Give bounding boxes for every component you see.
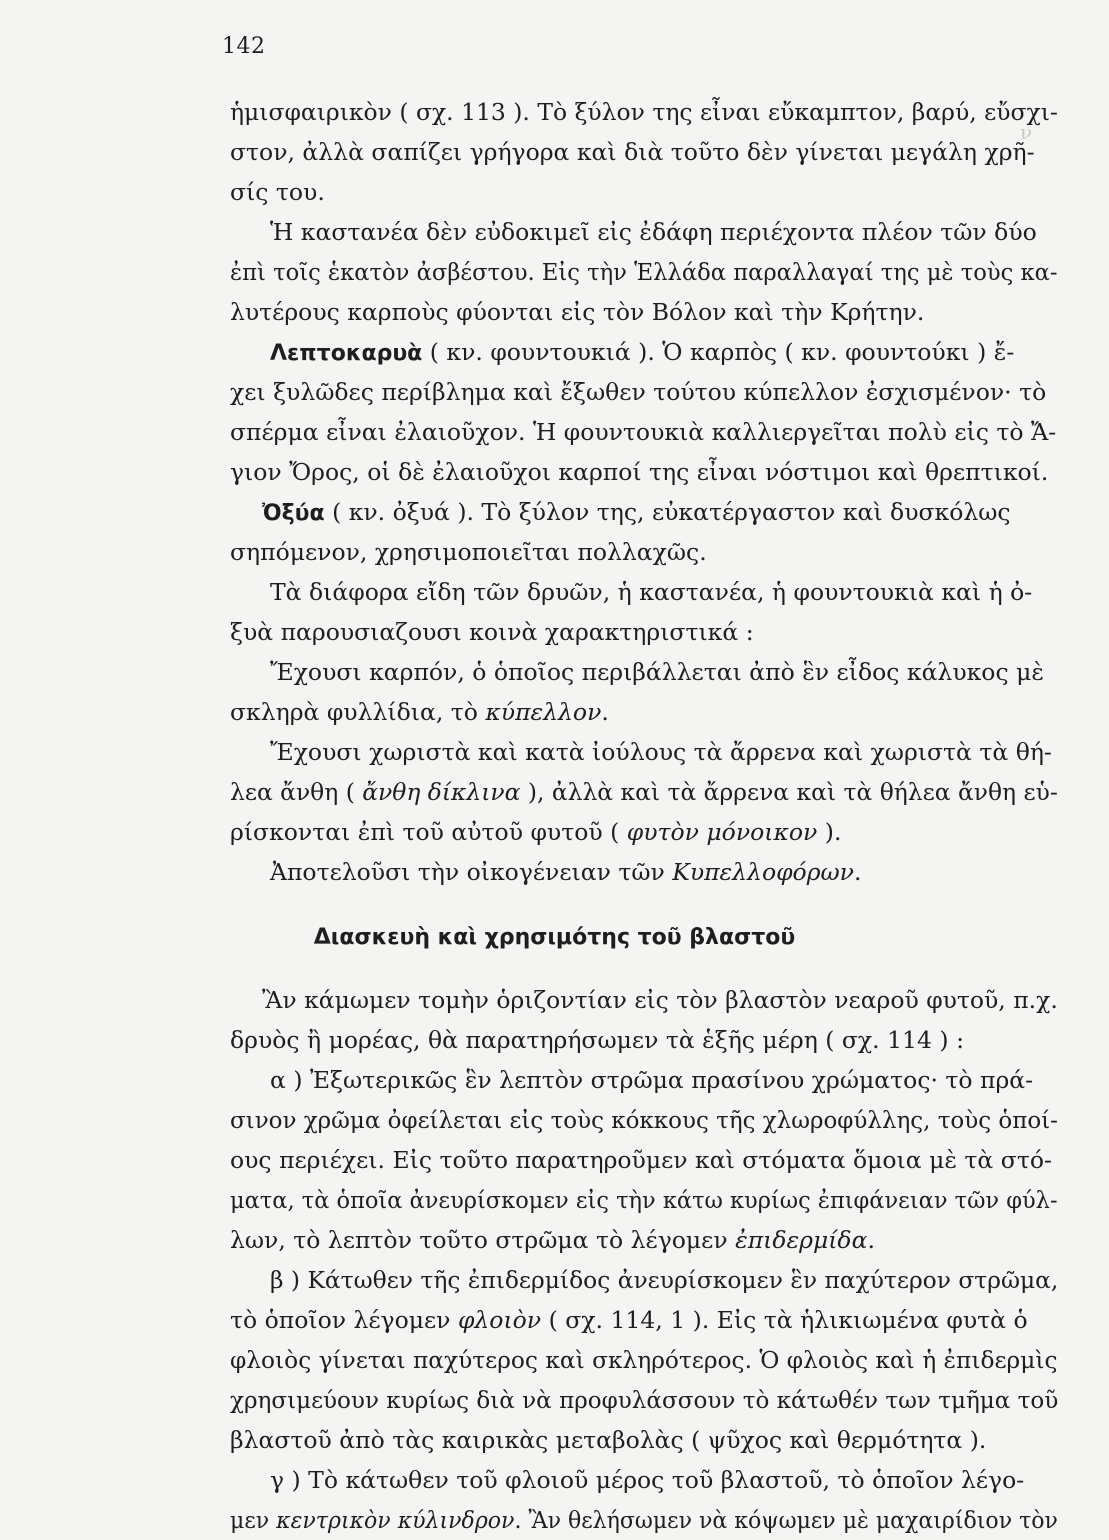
text-line: Ἂν κάμωμεν τομὴν ὁριζοντίαν εἰς τὸν βλαστὸν νεαροῦ φυτοῦ, π.χ.	[262, 986, 1058, 1014]
text-line: σινον χρῶμα ὀφείλεται εἰς τοὺς κόκκους τῆς χλωροφύλλης, τοὺς ὁποί-	[230, 1106, 1058, 1134]
term-hazel: Λεπτοκαρυὰ	[270, 341, 423, 366]
italic-term: ἐπιδερμίδα	[735, 1226, 868, 1254]
text-line: Ἡ καστανέα δὲν εὐδοκιμεῖ εἰς ἐδάφη περιέχοντα πλέον τῶν δύο	[270, 218, 1037, 246]
text-span: .	[867, 1226, 875, 1254]
text-line	[230, 1300, 1028, 1340]
text-line: β ) Κάτωθεν τῆς ἐπιδερμίδος ἀνευρίσκομεν ἓν παχύτερον στρῶμα,	[270, 1266, 1059, 1294]
text-line	[270, 332, 1014, 372]
text-span: Ἀποτελοῦσι τὴν οἰκογένειαν τῶν	[270, 858, 673, 886]
page-number: 142	[222, 34, 266, 59]
bleed-through-mark: ν	[1020, 120, 1033, 144]
text-line	[230, 692, 609, 732]
text-line: ματα, τὰ ὁποῖα ἀνευρίσκομεν εἰς τὴν κάτω κυρίως ἐπιφάνειαν τῶν φύλ-	[230, 1186, 1058, 1214]
text-line	[230, 772, 1058, 812]
text-line: σπέρμα εἶναι ἐλαιοῦχον. Ἡ φουντουκιὰ καλλιεργεῖται πολὺ εἰς τὸ Ἄ-	[230, 418, 1057, 446]
text-line: γ ) Τὸ κάτωθεν τοῦ φλοιοῦ μέρος τοῦ βλαστοῦ, τὸ ὁποῖον λέγο-	[270, 1466, 1025, 1494]
text-line: χρησιμεύουν κυρίως διὰ νὰ προφυλάσσουν τὸ κάτωθέν των τμῆμα τοῦ	[230, 1386, 1059, 1414]
text-line: σηπόμενον, χρησιμοποιεῖται πολλαχῶς.	[230, 538, 707, 566]
italic-term: φυτὸν μόνοικον	[626, 818, 818, 846]
text-line: Ἔχουσι καρπόν, ὁ ὁποῖος περιβάλλεται ἀπὸ ἓν εἶδος κάλυκος μὲ	[270, 658, 1044, 686]
text-line: Ἔχουσι χωριστὰ καὶ κατὰ ἰούλους τὰ ἄρρενα καὶ χωριστὰ τὰ θή-	[270, 738, 1052, 766]
text-line: ἐπὶ τοῖς ἑκατὸν ἀσβέστου. Εἰς τὴν Ἑλλάδα παραλλαγαί της μὲ τοὺς κα-	[230, 258, 1058, 286]
text-span: λεα ἄνθη (	[230, 778, 363, 806]
text-line	[230, 1220, 875, 1260]
text-line: βλαστοῦ ἀπὸ τὰς καιρικὰς μεταβολὰς ( ψῦχος καὶ θερμότητα ).	[230, 1426, 987, 1454]
text-line: φλοιὸς γίνεται παχύτερος καὶ σκληρότερος. Ὁ φλοιὸς καὶ ἡ ἐπιδερμὶς	[230, 1346, 1058, 1374]
text-line: σίς του.	[230, 178, 325, 206]
text-line	[230, 812, 841, 852]
italic-term: ἄνθη δίκλινα	[362, 778, 521, 806]
text-span: ( κν. ὀξυά ). Τὸ ξύλον της, εὐκατέργαστον καὶ δυσκόλως	[324, 498, 1011, 526]
text-span: . Ἂν θελήσωμεν νὰ κόψωμεν μὲ μαχαιρίδιον τὸν	[514, 1506, 1058, 1534]
text-line: δρυὸς ἢ μορέας, θὰ παρατηρήσωμεν τὰ ἑξῆς μέρη ( σχ. 114 ) :	[230, 1026, 964, 1054]
text-line	[270, 852, 861, 892]
italic-term: Κυπελλοφόρων	[672, 858, 854, 886]
section-heading: Διασκευὴ καὶ χρησιμότης τοῦ βλαστοῦ	[313, 925, 796, 950]
text-span: λων, τὸ λεπτὸν τοῦτο στρῶμα τὸ λέγομεν	[230, 1226, 736, 1254]
text-line	[230, 1500, 1058, 1540]
term-beech: Ὀξύα	[262, 501, 325, 526]
text-line: α ) Ἐξωτερικῶς ἓν λεπτὸν στρῶμα πρασίνου χρώματος· τὸ πρά-	[270, 1066, 1034, 1094]
text-span: ).	[817, 818, 842, 846]
text-span: ( σχ. 114, 1 ). Εἰς τὰ ἡλικιωμένα φυτὰ ὁ	[541, 1306, 1028, 1334]
text-span: .	[601, 698, 609, 726]
text-span: .	[853, 858, 862, 886]
italic-term: κεντρικὸν κύλινδρον	[276, 1506, 515, 1534]
text-span: τὸ ὁποῖον λέγομεν	[230, 1306, 458, 1334]
text-line: γιον Ὄρος, οἱ δὲ ἐλαιοῦχοι καρποί της εἶναι νόστιμοι καὶ θρεπτικοί.	[230, 458, 1049, 486]
text-line: λυτέρους καρποὺς φύονται εἰς τὸν Βόλον καὶ τὴν Κρήτην.	[230, 298, 925, 326]
text-span: ρίσκονται ἐπὶ τοῦ αὐτοῦ φυτοῦ (	[230, 818, 627, 846]
text-line: Τὰ διάφορα εἴδη τῶν δρυῶν, ἡ καστανέα, ἡ φουντουκιὰ καὶ ἡ ὀ-	[270, 578, 1033, 606]
text-line: στον, ἀλλὰ σαπίζει γρήγορα καὶ διὰ τοῦτο δὲν γίνεται μεγάλη χρῆ-	[230, 138, 1035, 166]
text-span: μεν	[230, 1506, 277, 1534]
text-line: ἡμισφαιρικὸν ( σχ. 113 ). Τὸ ξύλον της εἶναι εὔκαμπτον, βαρύ, εὔσχι-	[230, 98, 1058, 126]
text-line: χει ξυλῶδες περίβλημα καὶ ἔξωθεν τούτου κύπελλον ἐσχισμένον· τὸ	[230, 378, 1047, 406]
text-line: ξυὰ παρουσιαζουσι κοινὰ χαρακτηριστικά :	[230, 618, 754, 646]
italic-term: κύπελλον	[485, 698, 602, 726]
text-span: σκληρὰ φυλλίδια, τὸ	[230, 698, 486, 726]
text-span: ), ἀλλὰ καὶ τὰ ἄρρενα καὶ τὰ θήλεα ἄνθη εὑ-	[520, 778, 1058, 806]
text-line: ους περιέχει. Εἰς τοῦτο παρατηροῦμεν καὶ στόματα ὅμοια μὲ τὰ στό-	[230, 1146, 1052, 1174]
italic-term: φλοιὸν	[457, 1306, 542, 1334]
text-span: ( κν. φουντουκιά ). Ὁ καρπὸς ( κν. φουντούκι ) ἔ-	[422, 338, 1015, 366]
text-line	[262, 492, 1011, 532]
